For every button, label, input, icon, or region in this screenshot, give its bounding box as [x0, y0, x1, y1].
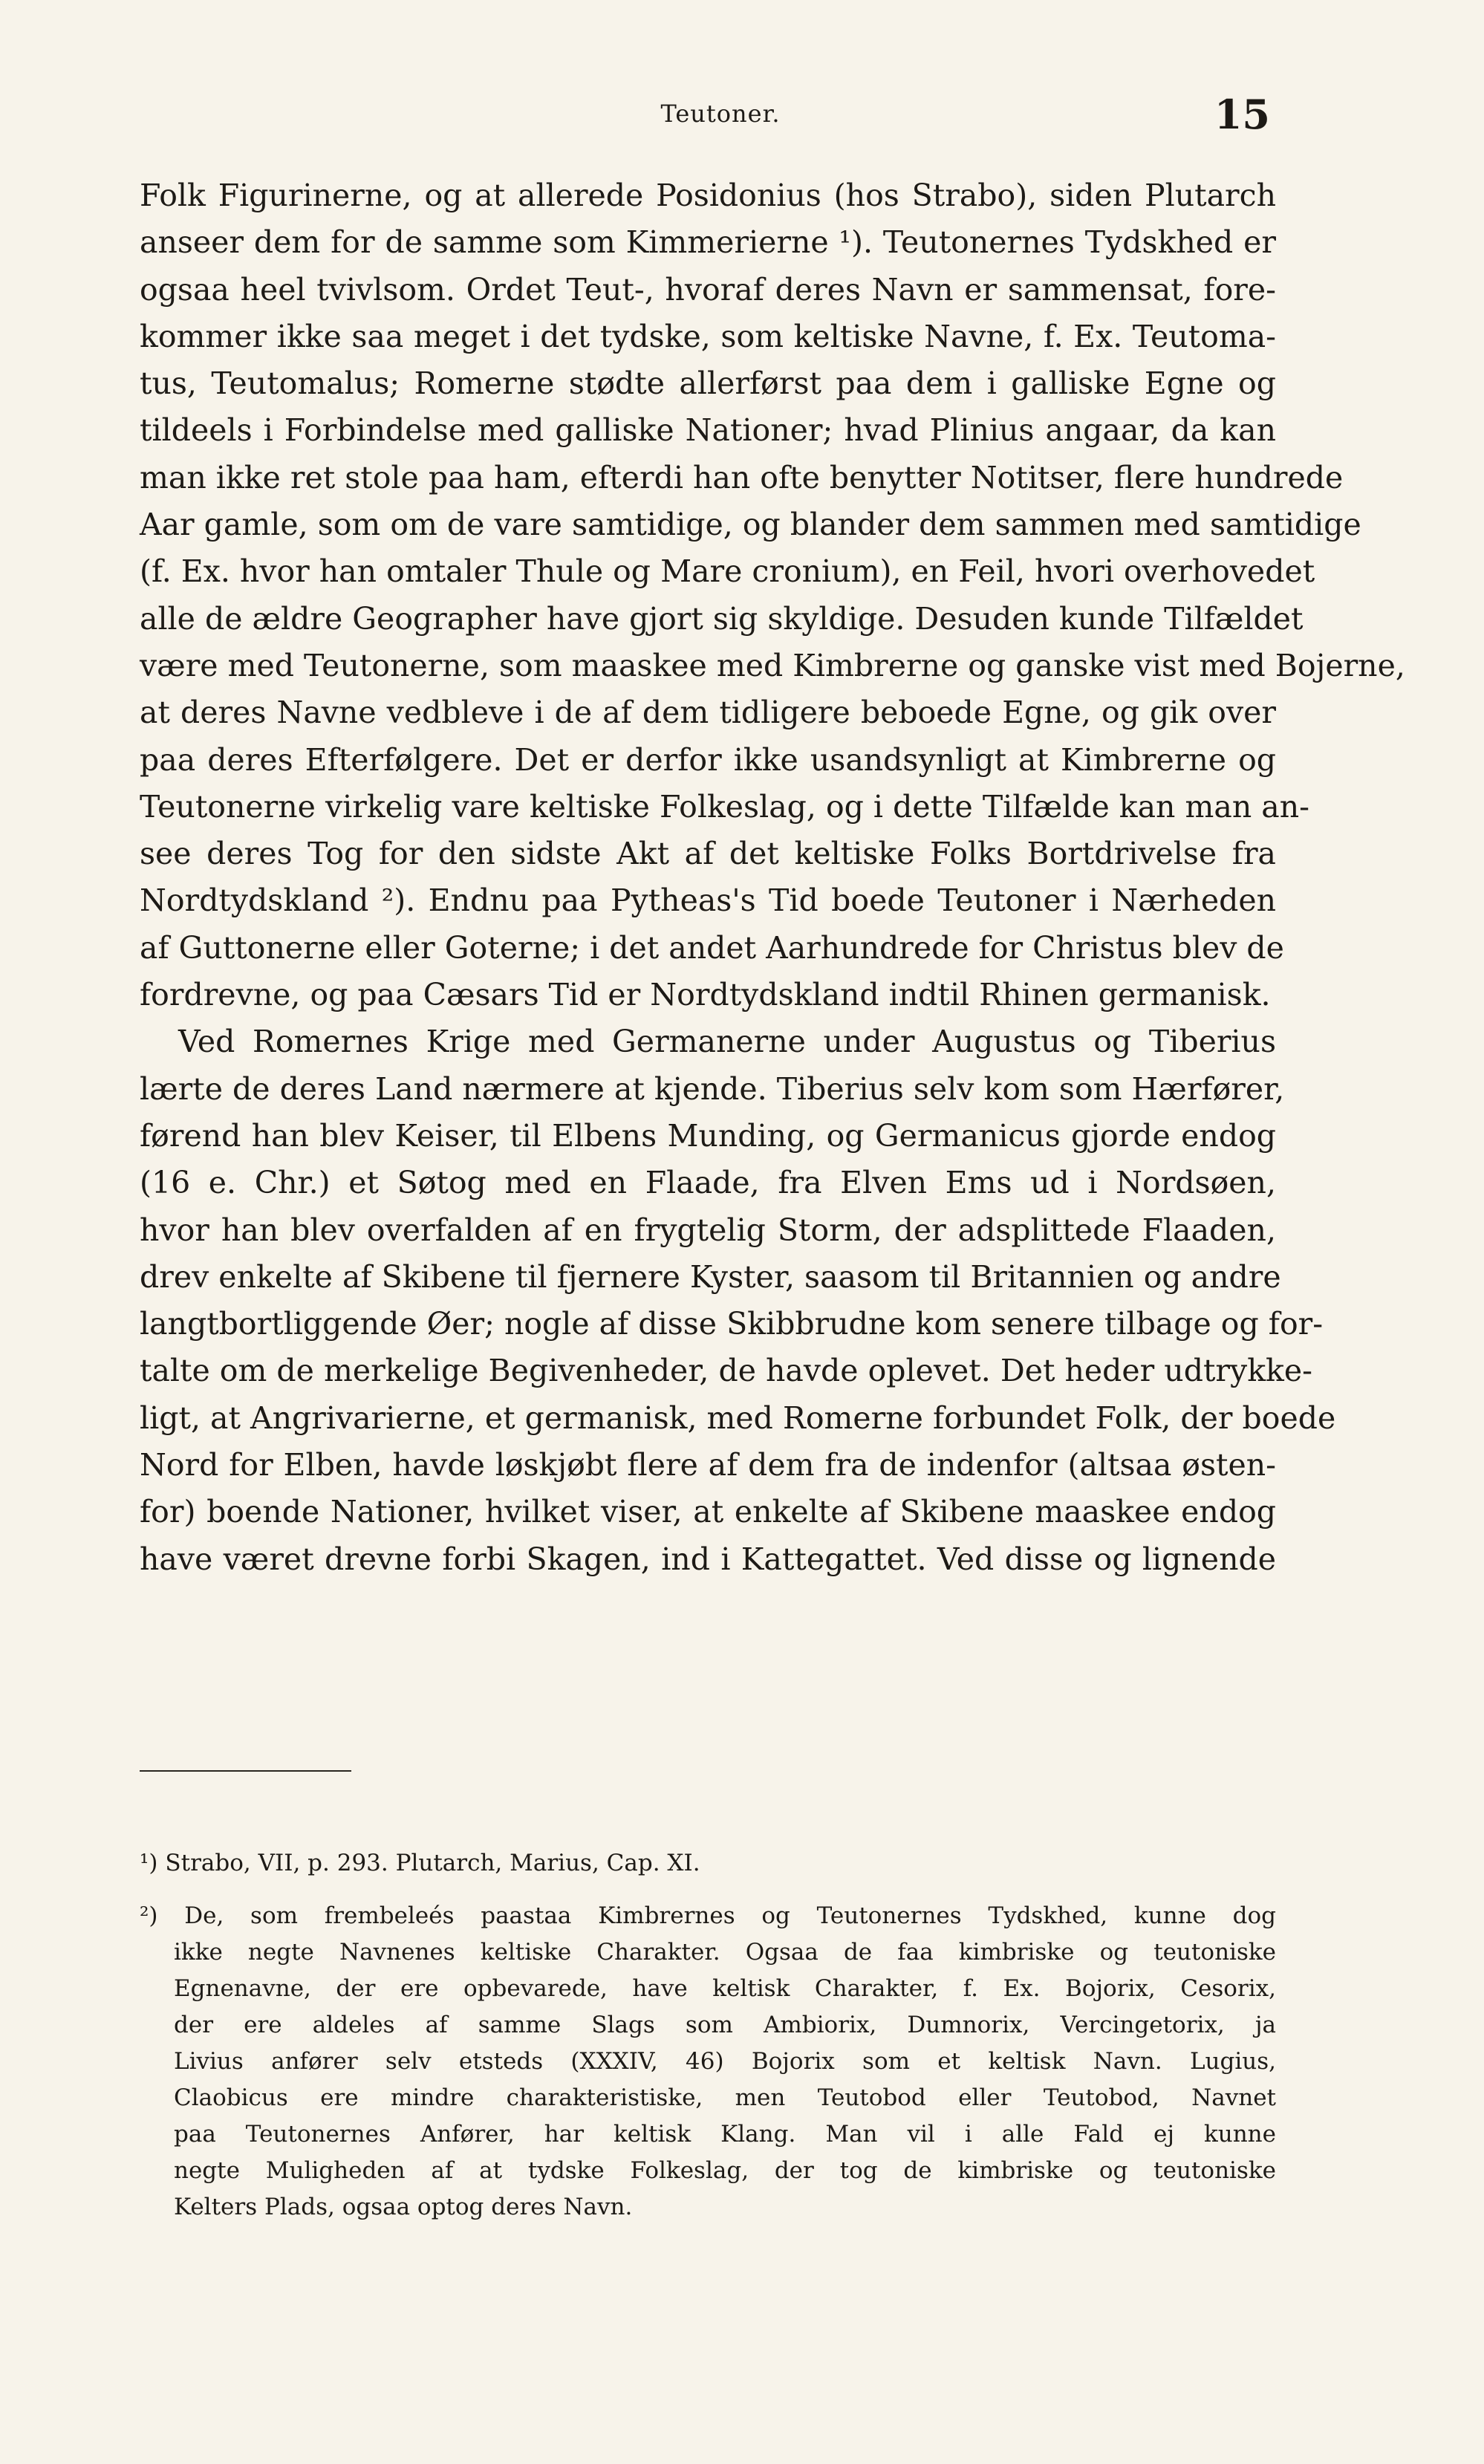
text-line: tus, Teutomalus; Romerne stødte allerførst paa dem i galliske Egne og	[140, 365, 1276, 402]
text-line: ligt, at Angrivarierne, et germanisk, med Romerne forbundet Folk, der boede	[140, 1400, 1336, 1436]
page-number: 15	[1214, 91, 1270, 138]
text-line: lærte de deres Land nærmere at kjende. Tiberius selv kom som Hærfører,	[140, 1070, 1285, 1107]
text-line: af Guttonerne eller Goterne; i det andet Aarhundrede for Christus blev de	[140, 929, 1284, 966]
text-line: alle de ældre Geographer have gjort sig skyldige. Desuden kunde Tilfældet	[140, 600, 1304, 637]
footnote-line: Egnenavne, der ere opbevarede, have keltisk Charakter, f. Ex. Bojorix, Cesorix,	[174, 1975, 1276, 2002]
text-line: see deres Tog for den sidste Akt af det keltiske Folks Bortdrivelse fra	[140, 836, 1276, 872]
text-line: førend han blev Keiser, til Elbens Munding, og Germanicus gjorde endog	[140, 1117, 1276, 1154]
footnote-line: Claobicus ere mindre charakteristiske, men Teutobod eller Teutobod, Navnet	[174, 2084, 1276, 2111]
text-line: (f. Ex. hvor han omtaler Thule og Mare cronium), en Feil, hvori overhovedet	[140, 553, 1315, 590]
text-line: (16 e. Chr.) et Søtog med en Flaade, fra Elven Ems ud i Nordsøen,	[140, 1165, 1276, 1201]
text-line: have været drevne forbi Skagen, ind i Kattegattet. Ved disse og lignende	[140, 1541, 1276, 1577]
footnote-line: Livius anfører selv etsteds (XXXIV, 46) Bojorix som et keltisk Navn. Lugius,	[174, 2048, 1276, 2075]
text-line: Nordtydskland ²). Endnu paa Pytheas's Tid boede Teutoner i Nærheden	[140, 882, 1276, 919]
footnote-line: negte Muligheden af at tydske Folkeslag, der tog de kimbriske og teutoniske	[174, 2157, 1276, 2184]
footnote-divider	[140, 1770, 351, 1772]
text-line: Ved Romernes Krige med Germanerne under Augustus og Tiberius	[178, 1024, 1276, 1060]
text-line: fordrevne, og paa Cæsars Tid er Nordtydskland indtil Rhinen germanisk.	[140, 977, 1271, 1013]
text-line: talte om de merkelige Begivenheder, de havde oplevet. Det heder udtrykke-	[140, 1353, 1313, 1389]
footnote-line: ikke negte Navnenes keltiske Charakter. Ogsaa de faa kimbriske og teutoniske	[174, 1939, 1276, 1966]
footnote-line: der ere aldeles af samme Slags som Ambiorix, Dumnorix, Vercingetorix, ja	[174, 2012, 1276, 2038]
text-line: anseer dem for de samme som Kimmerierne ¹). Teutonernes Tydskhed er	[140, 224, 1276, 261]
text-line: hvor han blev overfalden af en frygtelig Storm, der adsplittede Flaaden,	[140, 1212, 1276, 1248]
footnote	[140, 1898, 1276, 2226]
footnote	[140, 1845, 1276, 1882]
text-line: Folk Figurinerne, og at allerede Posidonius (hos Strabo), siden Plutarch	[140, 178, 1276, 213]
footnotes	[140, 1845, 1276, 2226]
text-line: paa deres Efterfølgere. Det er derfor ikke usandsynligt at Kimbrerne og	[140, 741, 1276, 778]
text-line: være med Teutonerne, som maaskee med Kimbrerne og ganske vist med Bojerne,	[140, 647, 1405, 683]
text-line: kommer ikke saa meget i det tydske, som keltiske Navne, f. Ex. Teutoma-	[140, 318, 1276, 354]
text-line: drev enkelte af Skibene til fjernere Kyster, saasom til Britannien og andre	[140, 1258, 1281, 1295]
footnote-line: Kelters Plads, ogsaa optog deres Navn.	[174, 2194, 633, 2220]
running-title: Teutoner.	[660, 100, 781, 128]
text-line: for) boende Nationer, hvilket viser, at enkelte af Skibene maaskee endog	[140, 1494, 1276, 1530]
text-line: man ikke ret stole paa ham, efterdi han ofte benytter Notitser, flere hundrede	[140, 459, 1344, 495]
body-text	[140, 172, 1405, 1583]
footnote-line: ²) De, som frembeleés paastaa Kimbrernes og Teutonernes Tydskhed, kunne dog	[140, 1902, 1276, 1929]
text-line: at deres Navne vedbleve i de af dem tidligere beboede Egne, og gik over	[140, 695, 1276, 731]
page-header	[171, 91, 1270, 143]
footnote-line: ¹) Strabo, VII, p. 293. Plutarch, Marius, Cap. XI.	[140, 1850, 700, 1876]
text-line: Nord for Elben, havde løskjøbt flere af dem fra de indenfor (altsaa østen-	[140, 1447, 1276, 1483]
text-line: Teutonerne virkelig vare keltiske Folkeslag, og i dette Tilfælde kan man an-	[140, 788, 1309, 825]
footnote-line: paa Teutonernes Anfører, har keltisk Klang. Man vil i alle Fald ej kunne	[174, 2121, 1276, 2148]
text-line: langtbortliggende Øer; nogle af disse Skibbrudne kom senere tilbage og for-	[140, 1306, 1324, 1342]
text-line: Aar gamle, som om de vare samtidige, og blander dem sammen med samtidige	[140, 507, 1361, 543]
text-line: ogsaa heel tvivlsom. Ordet Teut-, hvoraf deres Navn er sammensat, fore-	[140, 271, 1276, 308]
text-line: tildeels i Forbindelse med galliske Nationer; hvad Plinius angaar, da kan	[140, 412, 1276, 449]
